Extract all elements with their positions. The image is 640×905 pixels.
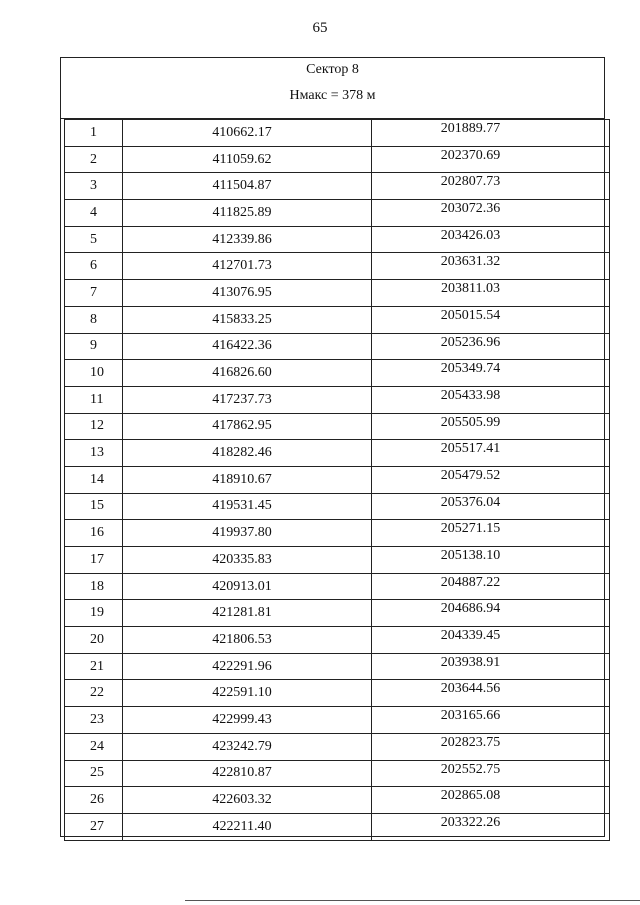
row-number-cell: 20 <box>65 627 123 654</box>
y-coordinate-cell: 205505.99 <box>372 413 610 440</box>
coordinates-table-body <box>65 120 610 841</box>
table-row <box>65 733 610 760</box>
table-row <box>65 760 610 787</box>
x-coordinate-cell: 422291.96 <box>123 653 372 680</box>
y-coordinate-cell: 203072.36 <box>372 200 610 227</box>
y-coordinate-cell: 205236.96 <box>372 333 610 360</box>
x-coordinate-cell: 422810.87 <box>123 760 372 787</box>
table-row <box>65 813 610 840</box>
row-number-cell: 14 <box>65 466 123 493</box>
sector-hmax: Нмакс = 378 м <box>289 88 376 103</box>
row-number-cell: 5 <box>65 226 123 253</box>
y-coordinate-cell: 205517.41 <box>372 440 610 467</box>
table-row <box>65 600 610 627</box>
y-coordinate-cell: 202823.75 <box>372 733 610 760</box>
row-number-cell: 18 <box>65 573 123 600</box>
x-coordinate-cell: 423242.79 <box>123 733 372 760</box>
table-row <box>65 707 610 734</box>
row-number-cell: 22 <box>65 680 123 707</box>
row-number-cell: 16 <box>65 520 123 547</box>
x-coordinate-cell: 417237.73 <box>123 386 372 413</box>
sector-title: Сектор 8 <box>306 62 359 77</box>
table-row <box>65 440 610 467</box>
y-coordinate-cell: 203938.91 <box>372 653 610 680</box>
x-coordinate-cell: 421281.81 <box>123 600 372 627</box>
y-coordinate-cell: 205349.74 <box>372 360 610 387</box>
row-number-cell: 4 <box>65 200 123 227</box>
row-number-cell: 11 <box>65 386 123 413</box>
x-coordinate-cell: 420335.83 <box>123 547 372 574</box>
row-number-cell: 24 <box>65 733 123 760</box>
row-number-cell: 3 <box>65 173 123 200</box>
x-coordinate-cell: 411825.89 <box>123 200 372 227</box>
row-number-cell: 13 <box>65 440 123 467</box>
row-number-cell: 15 <box>65 493 123 520</box>
row-number-cell: 25 <box>65 760 123 787</box>
table-row <box>65 333 610 360</box>
table-row <box>65 520 610 547</box>
y-coordinate-cell: 205376.04 <box>372 493 610 520</box>
bottom-divider <box>185 900 640 901</box>
x-coordinate-cell: 413076.95 <box>123 280 372 307</box>
y-coordinate-cell: 202865.08 <box>372 787 610 814</box>
x-coordinate-cell: 418910.67 <box>123 466 372 493</box>
x-coordinate-cell: 422603.32 <box>123 787 372 814</box>
y-coordinate-cell: 203165.66 <box>372 707 610 734</box>
x-coordinate-cell: 419937.80 <box>123 520 372 547</box>
table-row <box>65 360 610 387</box>
x-coordinate-cell: 419531.45 <box>123 493 372 520</box>
y-coordinate-cell: 205271.15 <box>372 520 610 547</box>
y-coordinate-cell: 203322.26 <box>372 813 610 840</box>
row-number-cell: 19 <box>65 600 123 627</box>
y-coordinate-cell: 201889.77 <box>372 120 610 147</box>
x-coordinate-cell: 411059.62 <box>123 146 372 173</box>
y-coordinate-cell: 205015.54 <box>372 306 610 333</box>
x-coordinate-cell: 415833.25 <box>123 306 372 333</box>
table-row <box>65 466 610 493</box>
sector-table-frame <box>60 57 605 837</box>
table-row <box>65 547 610 574</box>
x-coordinate-cell: 421806.53 <box>123 627 372 654</box>
table-row <box>65 413 610 440</box>
y-coordinate-cell: 205138.10 <box>372 547 610 574</box>
x-coordinate-cell: 412701.73 <box>123 253 372 280</box>
table-row <box>65 253 610 280</box>
x-coordinate-cell: 410662.17 <box>123 120 372 147</box>
row-number-cell: 8 <box>65 306 123 333</box>
row-number-cell: 10 <box>65 360 123 387</box>
row-number-cell: 17 <box>65 547 123 574</box>
sector-header <box>61 58 604 119</box>
coordinates-table <box>64 119 610 841</box>
y-coordinate-cell: 202807.73 <box>372 173 610 200</box>
x-coordinate-cell: 416826.60 <box>123 360 372 387</box>
table-row <box>65 493 610 520</box>
x-coordinate-cell: 422999.43 <box>123 707 372 734</box>
row-number-cell: 6 <box>65 253 123 280</box>
y-coordinate-cell: 203426.03 <box>372 226 610 253</box>
table-row <box>65 146 610 173</box>
row-number-cell: 26 <box>65 787 123 814</box>
y-coordinate-cell: 202370.69 <box>372 146 610 173</box>
table-row <box>65 653 610 680</box>
table-row <box>65 627 610 654</box>
x-coordinate-cell: 420913.01 <box>123 573 372 600</box>
row-number-cell: 12 <box>65 413 123 440</box>
table-row <box>65 680 610 707</box>
row-number-cell: 23 <box>65 707 123 734</box>
y-coordinate-cell: 205479.52 <box>372 466 610 493</box>
x-coordinate-cell: 422211.40 <box>123 813 372 840</box>
row-number-cell: 27 <box>65 813 123 840</box>
table-row <box>65 386 610 413</box>
table-row <box>65 787 610 814</box>
y-coordinate-cell: 202552.75 <box>372 760 610 787</box>
row-number-cell: 7 <box>65 280 123 307</box>
table-row <box>65 200 610 227</box>
y-coordinate-cell: 203811.03 <box>372 280 610 307</box>
y-coordinate-cell: 204339.45 <box>372 627 610 654</box>
row-number-cell: 1 <box>65 120 123 147</box>
table-row <box>65 226 610 253</box>
row-number-cell: 21 <box>65 653 123 680</box>
table-row <box>65 573 610 600</box>
y-coordinate-cell: 205433.98 <box>372 386 610 413</box>
page-number: 65 <box>312 20 328 36</box>
row-number-cell: 9 <box>65 333 123 360</box>
y-coordinate-cell: 204887.22 <box>372 573 610 600</box>
x-coordinate-cell: 418282.46 <box>123 440 372 467</box>
x-coordinate-cell: 416422.36 <box>123 333 372 360</box>
x-coordinate-cell: 411504.87 <box>123 173 372 200</box>
table-row <box>65 280 610 307</box>
y-coordinate-cell: 203631.32 <box>372 253 610 280</box>
x-coordinate-cell: 417862.95 <box>123 413 372 440</box>
row-number-cell: 2 <box>65 146 123 173</box>
x-coordinate-cell: 422591.10 <box>123 680 372 707</box>
y-coordinate-cell: 204686.94 <box>372 600 610 627</box>
table-row <box>65 120 610 147</box>
table-row <box>65 173 610 200</box>
table-row <box>65 306 610 333</box>
y-coordinate-cell: 203644.56 <box>372 680 610 707</box>
x-coordinate-cell: 412339.86 <box>123 226 372 253</box>
